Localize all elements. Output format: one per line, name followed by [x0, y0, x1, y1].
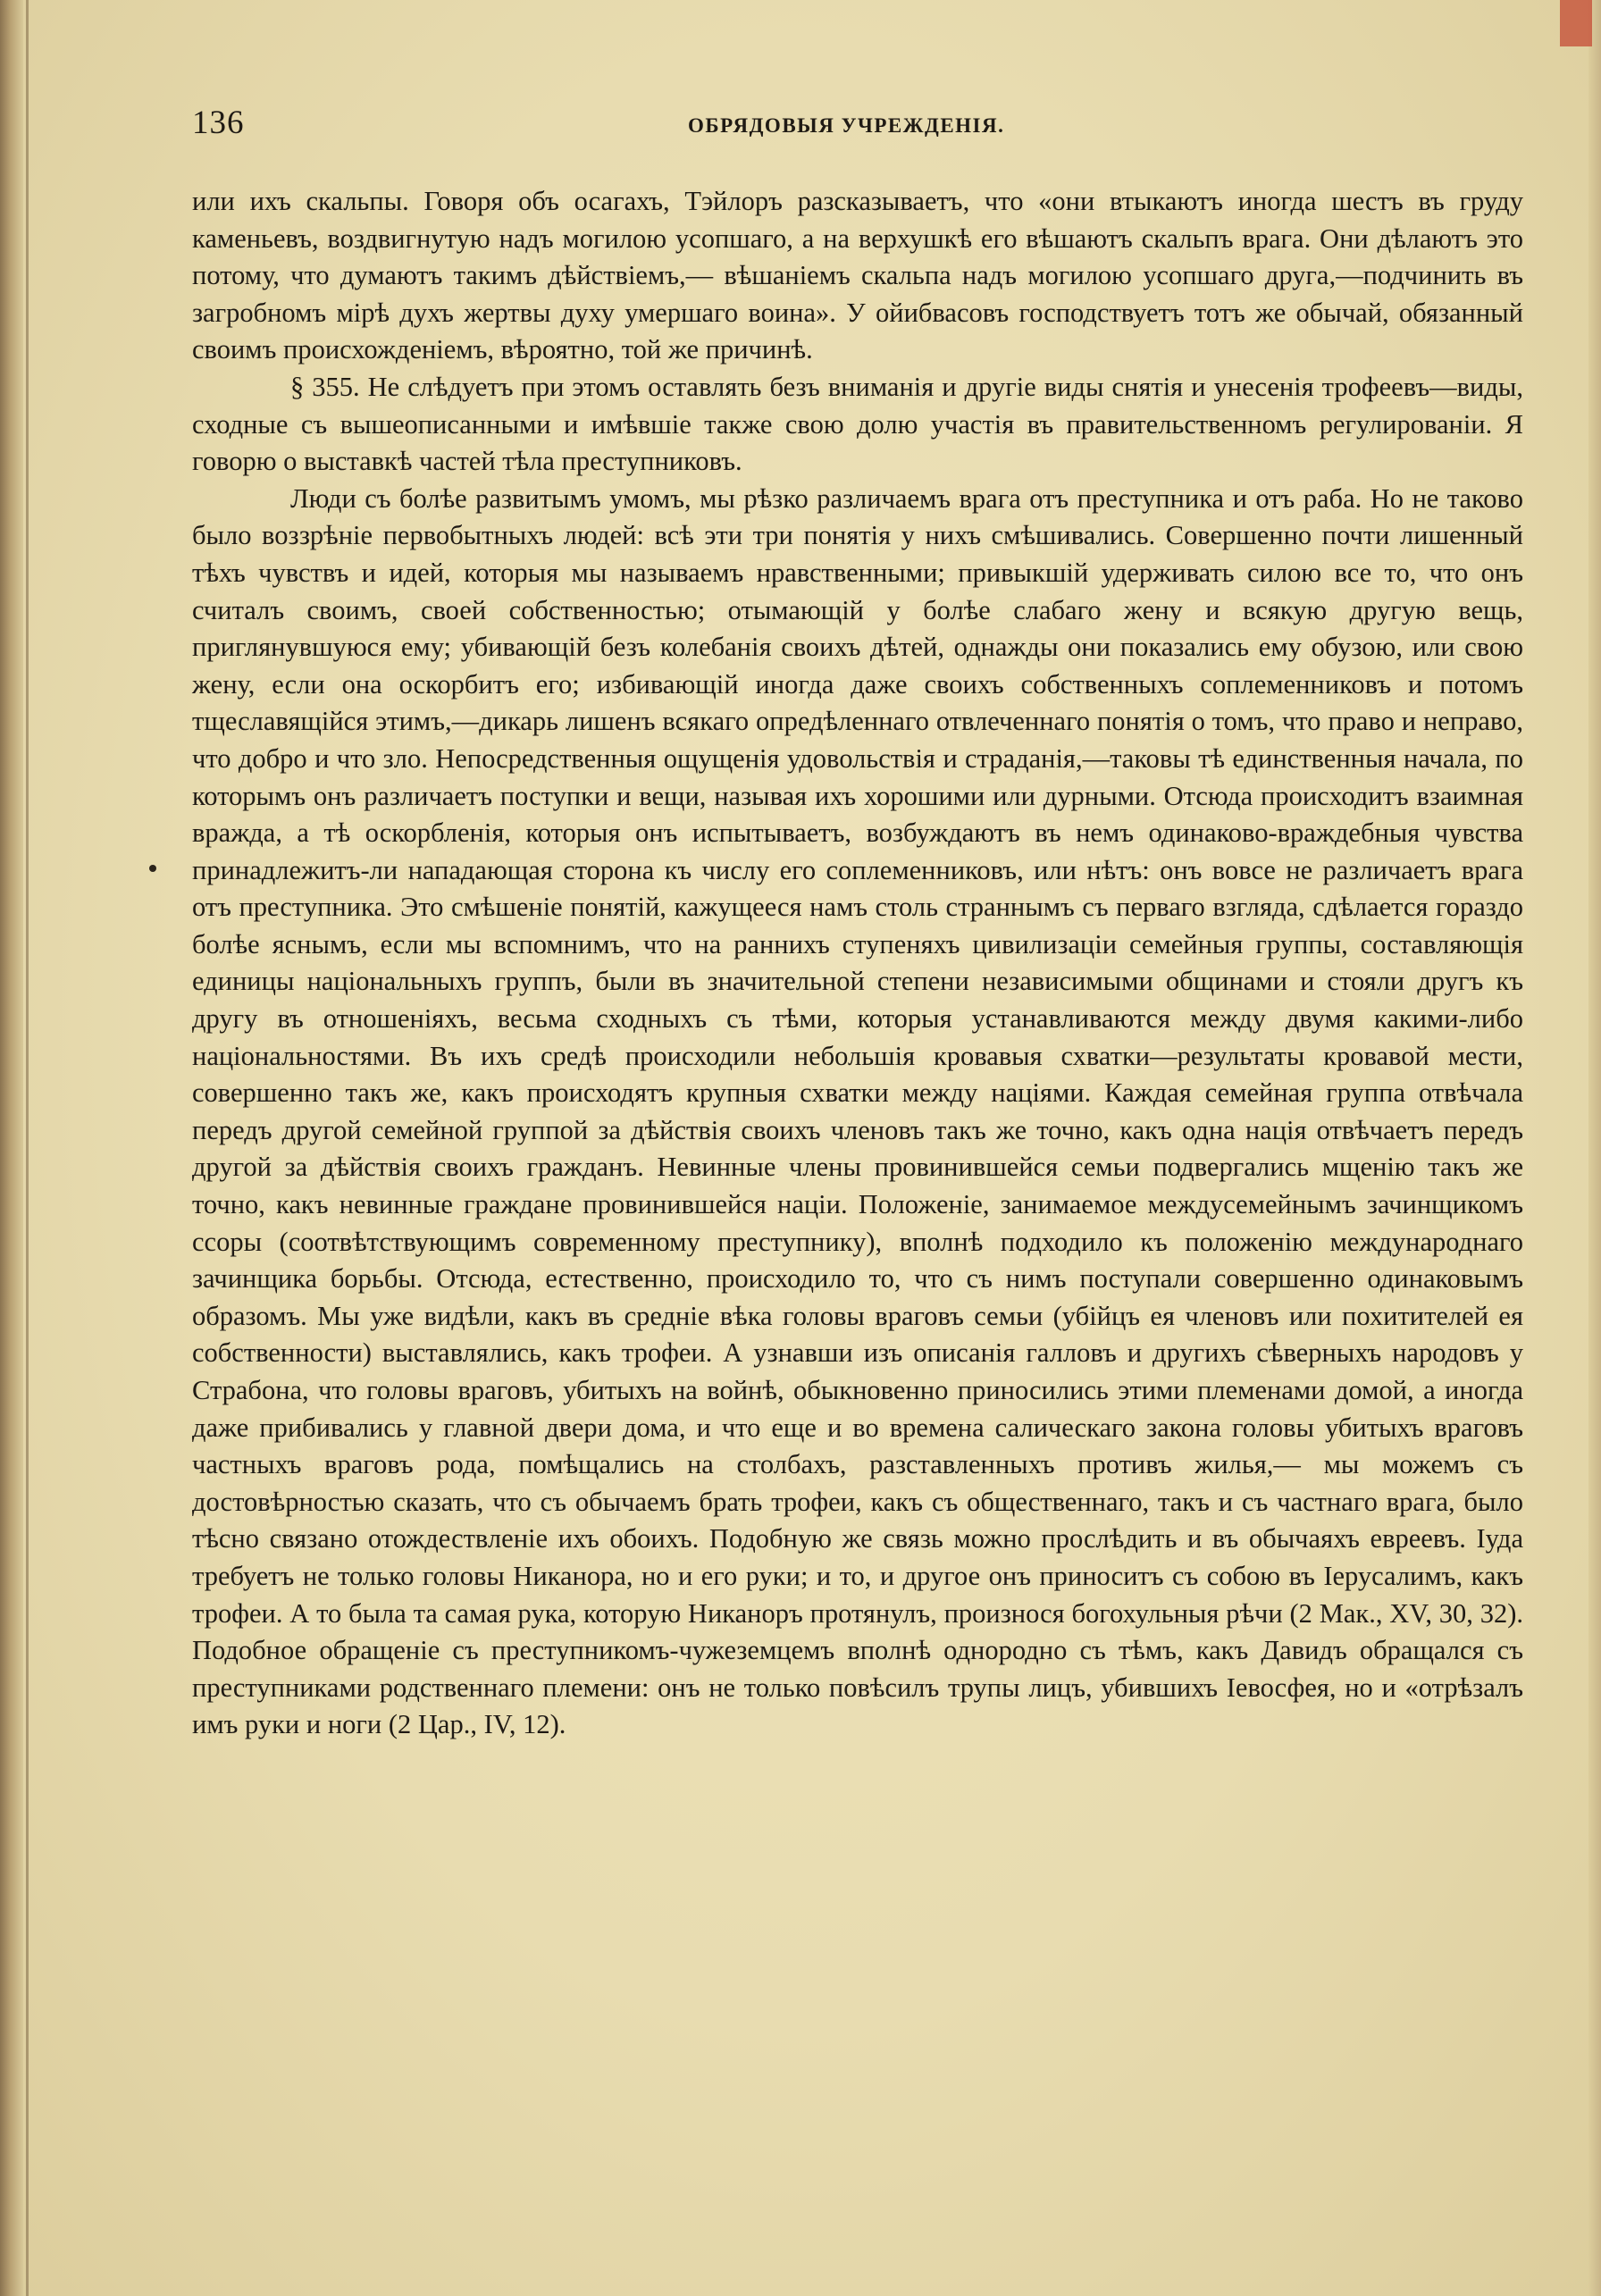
page-right-edge [1588, 0, 1601, 2296]
binding-shadow-line [26, 0, 29, 2296]
page-binding-edge [0, 0, 23, 2296]
page-header [192, 96, 1523, 150]
paragraph-section-355: § 355. Не слѣдуетъ при этомъ оставлять безъ вниманія и другіе виды снятія и унесенія трофеевъ—виды, сходные съ вышеописанными и имѣвшіе также свою долю участія въ правительственномъ регулированіи. Я говорю о выставкѣ частей тѣла преступниковъ. [192, 371, 1523, 477]
page-number: 136 [192, 105, 245, 141]
body-text [192, 183, 1523, 1744]
paragraph-continuation: или ихъ скальпы. Говоря объ осагахъ, Тэйлоръ разсказываетъ, что «они втыкаютъ иногда шестъ въ груду каменьевъ, воздвигнутую надъ могилою усопшаго, а на верхушкѣ его вѣшаютъ скальпъ врага. Они дѣлаютъ это потому, что думаютъ такимъ дѣйствіемъ,— вѣшаніемъ скальпа надъ могилою усопшаго друга,—подчинить въ загробномъ мірѣ духъ жертвы духу умершаго воина». У ойибвасовъ господствуетъ тотъ же обычай, обязанный своимъ происхожденіемъ, вѣроятно, той же причинѣ. [192, 186, 1523, 365]
paragraph-main: Люди съ болѣе развитымъ умомъ, мы рѣзко различаемъ врага отъ преступника и отъ раба. Но не таково было воззрѣніе первобытныхъ людей: всѣ эти три понятія у нихъ смѣшивались. Совершенно почти лишенный тѣхъ чувствъ и идей, которыя мы называемъ нравственными; привыкшій удерживать силою все то, что онъ считалъ своимъ, своей собственностью; отымающій у болѣе слабаго жену и всякую другую вещь, приглянувшуюся ему; убивающій безъ колебанія своихъ дѣтей, однажды они показались ему обузою, или свою жену, если она оскорбитъ его; избивающій иногда даже своихъ собственныхъ соплеменниковъ и потомъ тщеславящійся этимъ,—дикарь лишенъ всякаго опредѣленнаго отвлеченнаго понятія о томъ, что право и неправо, что добро и что зло. Непосредственныя ощущенія удовольствія и страданія,—таковы тѣ единственныя начала, по которымъ онъ различаетъ поступки и вещи, называя ихъ хорошими или дурными. Отсюда происходитъ взаимная вражда, а тѣ оскорбленія, которыя онъ испытываетъ, возбуждаютъ въ немъ одинаково-враждебныя чувства принадлежитъ-ли нападающая сторона къ числу его соплеменниковъ, или нѣтъ: онъ вовсе не различаетъ врага отъ преступника. Это смѣшеніе понятій, кажущееся намъ столь страннымъ съ перваго взгляда, сдѣлается гораздо болѣе яснымъ, если мы вспомнимъ, что на раннихъ ступеняхъ цивилизаціи семейныя группы, составляющія единицы національныхъ группъ, были въ значительной степени независимыми общинами и стояли другъ къ другу въ отношеніяхъ, весьма сходныхъ съ тѣми, которыя устанавливаются между двумя какими-либо національностями. Въ ихъ средѣ происходили небольшія кровавыя схватки—результаты кровавой мести, совершенно такъ же, какъ происходятъ крупныя схватки между націями. Каждая семейная группа отвѣчала передъ другой семейной группой за дѣйствія своихъ членовъ такъ же точно, какъ одна нація отвѣчаетъ передъ другой за дѣйствія своихъ гражданъ. Невинные члены провинившейся семьи подвергались мщенію такъ же точно, какъ невинные граждане провинившейся націи. Положеніе, занимаемое междусемейнымъ зачинщикомъ ссоры (соотвѣтствующимъ современному преступнику), вполнѣ подходило къ положенію международнаго зачинщика борьбы. Отсюда, естественно, происходило то, что съ нимъ поступали совершенно одинаковымъ образомъ. Мы уже видѣли, какъ въ средніе вѣка головы враговъ семьи (убійцъ ея членовъ или похитителей ея собственности) выставлялись, какъ трофеи. А узнавши изъ описанія галловъ и другихъ сѣверныхъ народовъ у Страбона, что головы враговъ, убитыхъ на войнѣ, обыкновенно приносились этими племенами домой, а иногда даже прибивались у главной двери дома, и что еще и во времена салическаго закона головы убитыхъ враговъ частныхъ враговъ рода, помѣщались на столбахъ, разставленныхъ противъ жилья,— мы можемъ съ достовѣрностью сказать, что съ обычаемъ брать трофеи, какъ съ общественнаго, такъ и съ частнаго врага, было тѣсно связано отождествленіе ихъ обоихъ. Подобную же связь можно прослѣдить и въ обычаяхъ евреевъ. Іуда требуетъ не только головы Никанора, но и его руки; и то, и другое онъ приноситъ съ собою въ Іерусалимъ, какъ трофеи. А то была та самая рука, которую Никаноръ протянулъ, произнося богохульныя рѣчи (2 Мак., XV, 30, 32). Подобное обращеніе съ преступникомъ-чужеземцемъ вполнѣ однородно съ тѣмъ, какъ Давидъ обращался съ преступниками родственнаго племени: онъ не только повѣсилъ трупы лицъ, убившихъ Іевосфея, но и «отрѣзалъ имъ руки и ноги (2 Цар., IV, 12). [192, 482, 1523, 1740]
corner-color-mark [1560, 0, 1592, 46]
running-title: ОБРЯДОВЫЯ УЧРЕЖДЕНІЯ. [688, 114, 1005, 137]
ink-speck [149, 865, 156, 872]
